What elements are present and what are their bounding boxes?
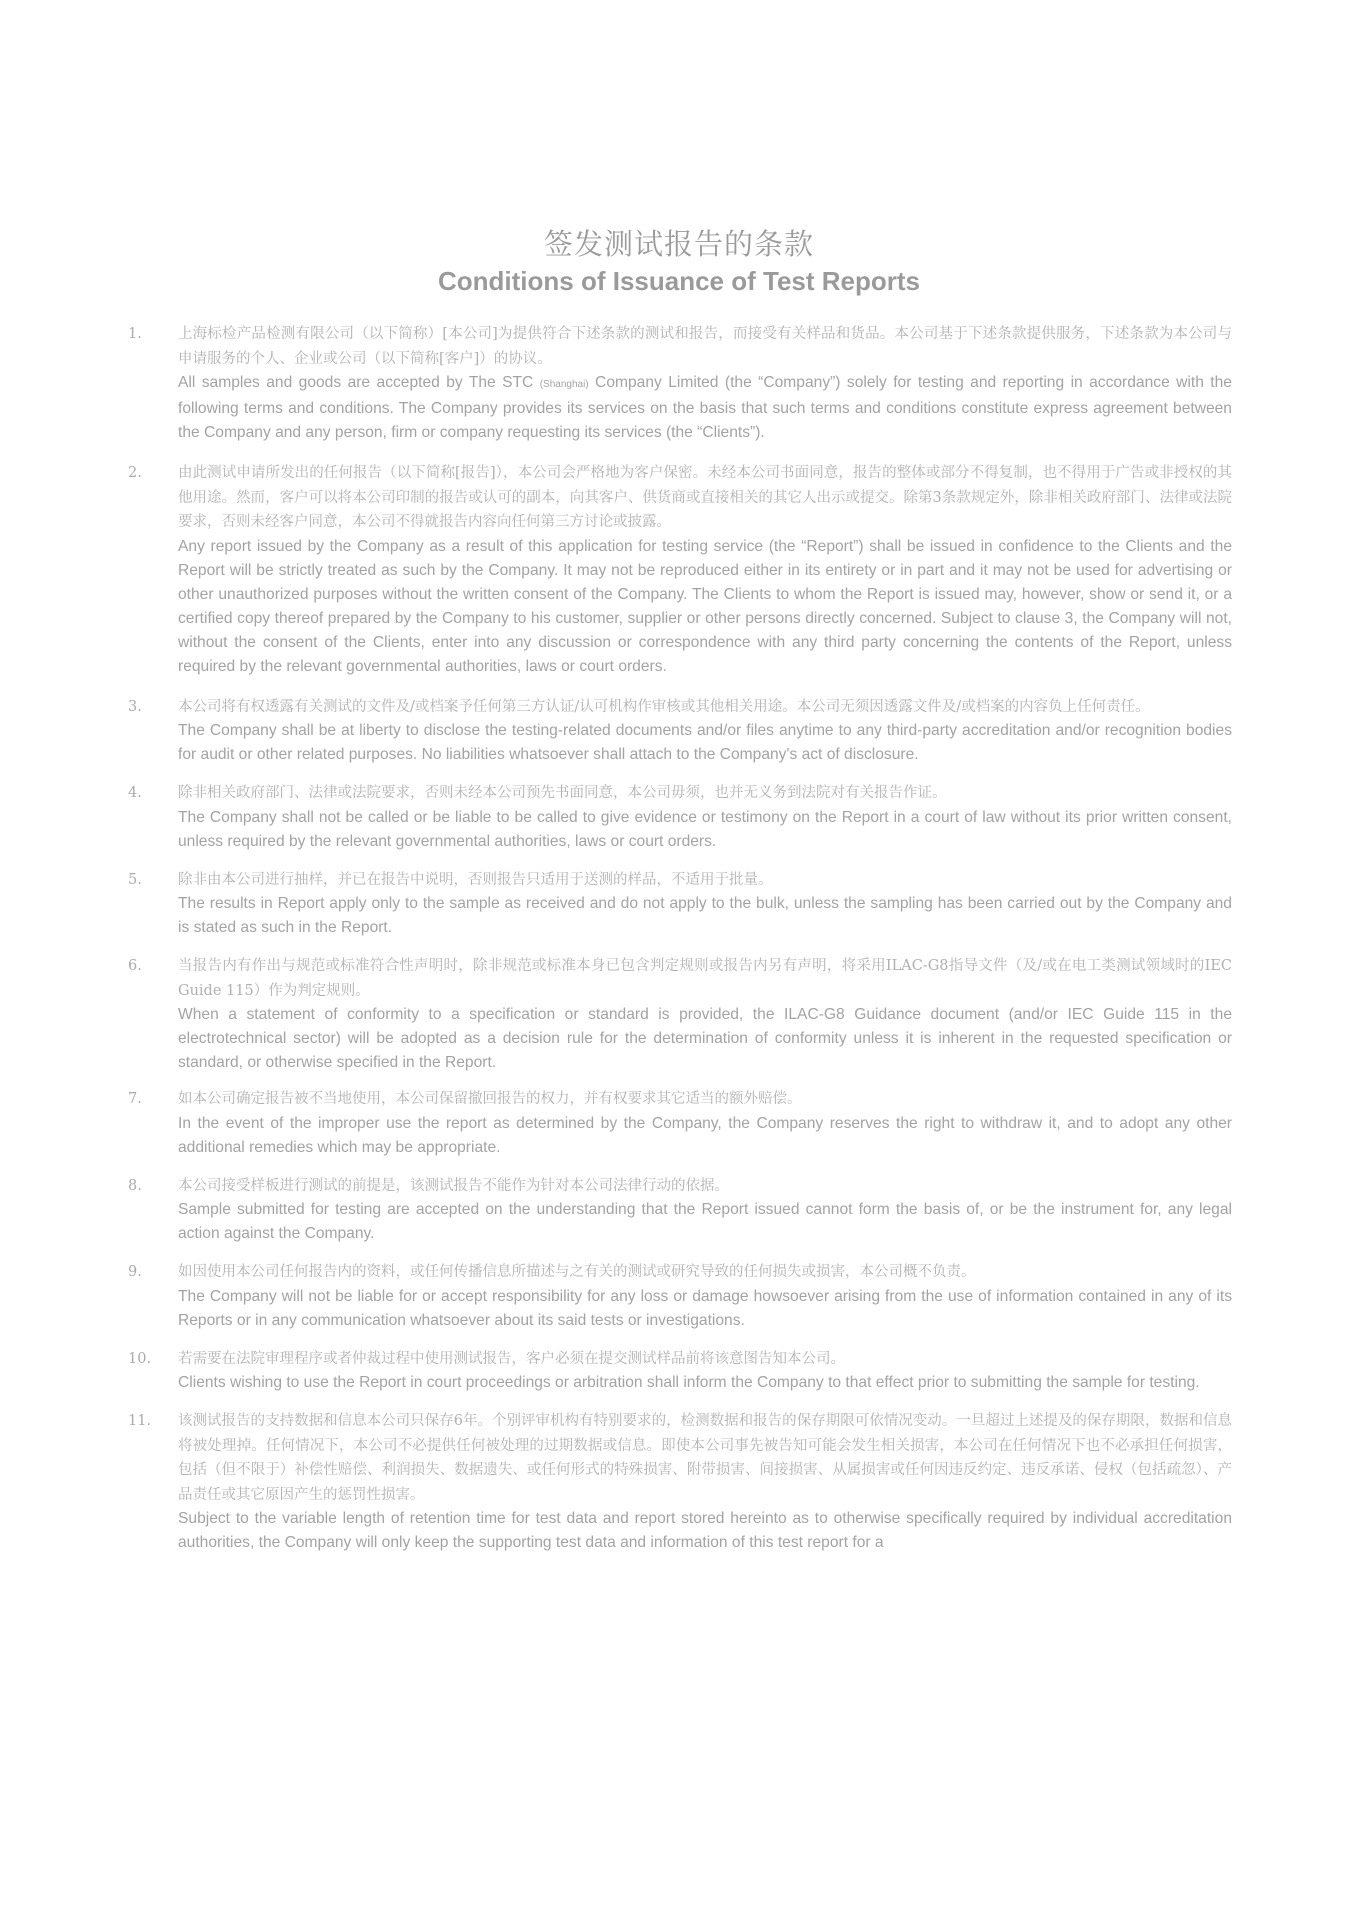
clause-number: 10. xyxy=(128,1350,152,1367)
clause-7 xyxy=(128,1087,1232,1160)
clause-number: 9. xyxy=(128,1264,142,1280)
clause-number: 11. xyxy=(128,1413,152,1429)
clause-10 xyxy=(128,1347,1232,1396)
clause-text-chinese: 除非相关政府部门、法律或法院要求，否则未经本公司预先书面同意，本公司毋须，也并无义务到法院对有关报告作证。 xyxy=(178,785,947,801)
clause-number: 1. xyxy=(128,326,142,342)
clause-number: 3. xyxy=(128,698,142,715)
page-title-english: Conditions of Issuance of Test Reports xyxy=(437,266,920,296)
title-block xyxy=(0,226,1358,298)
clause-text-chinese: 若需要在法院审理程序或者仲裁过程中使用测试报告，客户必须在提交测试样品前将该意图告知本公司。 xyxy=(178,1350,845,1367)
clause-9 xyxy=(128,1260,1232,1333)
clause-text-english xyxy=(178,371,1232,445)
clause-1 xyxy=(128,322,1232,445)
clause-text-chinese: 本公司将有权透露有关测试的文件及/或档案予任何第三方认证/认可机构作审核或其他相关用途。本公司无须因透露文件及/或档案的内容负上任何责任。 xyxy=(178,698,1150,715)
clause-number: 5. xyxy=(128,871,142,888)
clause-8 xyxy=(128,1174,1232,1247)
page-title-chinese: 签发测试报告的条款 xyxy=(543,227,814,261)
clause-11 xyxy=(128,1409,1232,1555)
clause-text-english: Sample submitted for testing are accepted on the understanding that the Report issued cannot form the basis of, or be the instrument for, any legal action against the Company. xyxy=(178,1201,1232,1242)
clause-4 xyxy=(128,781,1232,854)
clause-number: 4. xyxy=(128,785,142,801)
clause-list xyxy=(128,322,1232,1555)
clause-text-english: When a statement of conformity to a specification or standard is provided, the ILAC-G8 Guidance document (and/or IEC Guide 115 in the electrotechnical sector) will be adopted as a decision rule for the determination of conformity unless it is inherent in the requested specification or standard, or otherwise specified in the Report. xyxy=(178,1006,1232,1071)
clause-6 xyxy=(128,954,1232,1075)
clause-text-chinese: 本公司接受样板进行测试的前提是，该测试报告不能作为针对本公司法律行动的依据。 xyxy=(178,1177,729,1194)
clause-text-english: The Company shall not be called or be liable to be called to give evidence or testimony on the Report in a court of law without its prior written consent, unless required by the relevant governmental authorities, laws or court orders. xyxy=(178,808,1232,850)
clause-text-english: The Company will not be liable for or accept responsibility for any loss or damage howsoever arising from the use of information contained in any of its Reports or in any communication whatsoever about its said tests or investigations. xyxy=(178,1287,1232,1329)
clause-text-english: In the event of the improper use the report as determined by the Company, the Company reserves the right to withdraw it, and to adopt any other additional remedies which may be appropriate. xyxy=(178,1114,1232,1156)
clause-number: 7. xyxy=(128,1091,142,1107)
clause-3 xyxy=(128,695,1232,768)
clause-text-chinese: 如因使用本公司任何报告内的资料，或任何传播信息所描述与之有关的测试或研究导致的任何损失或损害，本公司概不负责。 xyxy=(178,1264,976,1280)
clause-text-english-part: Company Limited (the “Company”) solely for testing and reporting in accordance with the following terms and conditions. The Company provides its services on the basis that such terms and conditions constitute express agreement between the Company and any person, firm or company requesting its services (the “Clients”). xyxy=(178,374,1232,441)
clause-text-chinese: 由此测试申请所发出的任何报告（以下简称[报告]），本公司会严格地为客户保密。未经本公司书面同意，报告的整体或部分不得复制，也不得用于广告或非授权的其他用途。然而，客户可以将本公司印制的报告或认可的副本，向其客户、供货商或直接相关的其它人出示或提交。除第3条款规定外，除非相关政府部门、法律或法院要求，否则未经客户同意，本公司不得就报告内容向任何第三方讨论或披露。 xyxy=(178,465,1232,530)
clause-text-chinese: 当报告内有作出与规范或标准符合性声明时，除非规范或标准本身已包含判定规则或报告内另有声明，将采用ILAC-G8指导文件（及/或在电工类测试领域时的IEC Guide 115）作为判定规则。 xyxy=(178,958,1232,999)
clause-text-english: The results in Report apply only to the sample as received and do not apply to the bulk, unless the sampling has been carried out by the Company and is stated as such in the Report. xyxy=(178,895,1232,936)
clause-text-chinese: 该测试报告的支持数据和信息本公司只保存6年。个别评审机构有特别要求的，检测数据和报告的保存期限可依情况变动。一旦超过上述提及的保存期限，数据和信息将被处理掉。任何情况下，本公司不必提供任何被处理的过期数据或信息。即使本公司事先被告知可能会发生相关损害，本公司在任何情况下也不必承担任何损害，包括（但不限于）补偿性赔偿、利润损失、数据遗失、或任何形式的特殊损害、附带损害、间接损害、从属损害或任何因违反约定、违反承诺、侵权（包括疏忽）、产品责任或其它原因产生的惩罚性损害。 xyxy=(178,1413,1232,1503)
clause-text-english: Clients wishing to use the Report in court proceedings or arbitration shall inform the Company to that effect prior to submitting the sample for testing. xyxy=(178,1374,1200,1391)
clause-number: 6. xyxy=(128,958,142,974)
clause-text-chinese: 上海标检产品检测有限公司（以下简称）[本公司]为提供符合下述条款的测试和报告，而接受有关样品和货品。本公司基于下述条款提供服务，下述条款为本公司与申请服务的个人、企业或公司（以下简称[客户]）的协议。 xyxy=(178,326,1232,367)
clause-text-english: Any report issued by the Company as a result of this application for testing service (the “Report”) shall be issued in confidence to the Clients and the Report will be strictly treated as such by the Company. It may not be reproduced either in its entirety or in part and it may not be used for advertising or other unauthorized purposes without the written consent of the Company. The Clients to whom the Report is issued may, however, show or send it, or a certified copy thereof prepared by the Company to his customer, supplier or other persons directly concerned. Subject to clause 3, the Company will not, without the consent of the Clients, enter into any discussion or correspondence with any third party concerning the contents of the Report, unless required by the relevant governmental authorities, laws or court orders. xyxy=(178,537,1232,675)
clause-number: 8. xyxy=(128,1177,142,1194)
clause-text-english: The Company shall be at liberty to disclose the testing-related documents and/or files anytime to any third-party accreditation and/or recognition bodies for audit or other related purposes. No liabilities whatsoever shall attach to the Company's act of disclosure. xyxy=(178,722,1232,763)
clause-text-english-small: (Shanghai) xyxy=(539,379,589,390)
clause-text-english-part: All samples and goods are accepted by The STC xyxy=(178,374,540,391)
clause-2 xyxy=(128,461,1232,679)
clause-text-english: Subject to the variable length of retention time for test data and report stored hereinto as to otherwise specifically required by individual accreditation authorities, the Company will only keep the supporting test data and information of this test report for a xyxy=(178,1510,1232,1551)
clause-text-chinese: 除非由本公司进行抽样，并已在报告中说明，否则报告只适用于送测的样品，不适用于批量。 xyxy=(178,871,773,888)
clause-text-chinese: 如本公司确定报告被不当地使用，本公司保留撤回报告的权力，并有权要求其它适当的额外赔偿。 xyxy=(178,1091,802,1107)
clause-number: 2. xyxy=(128,465,142,481)
clause-5 xyxy=(128,868,1232,941)
